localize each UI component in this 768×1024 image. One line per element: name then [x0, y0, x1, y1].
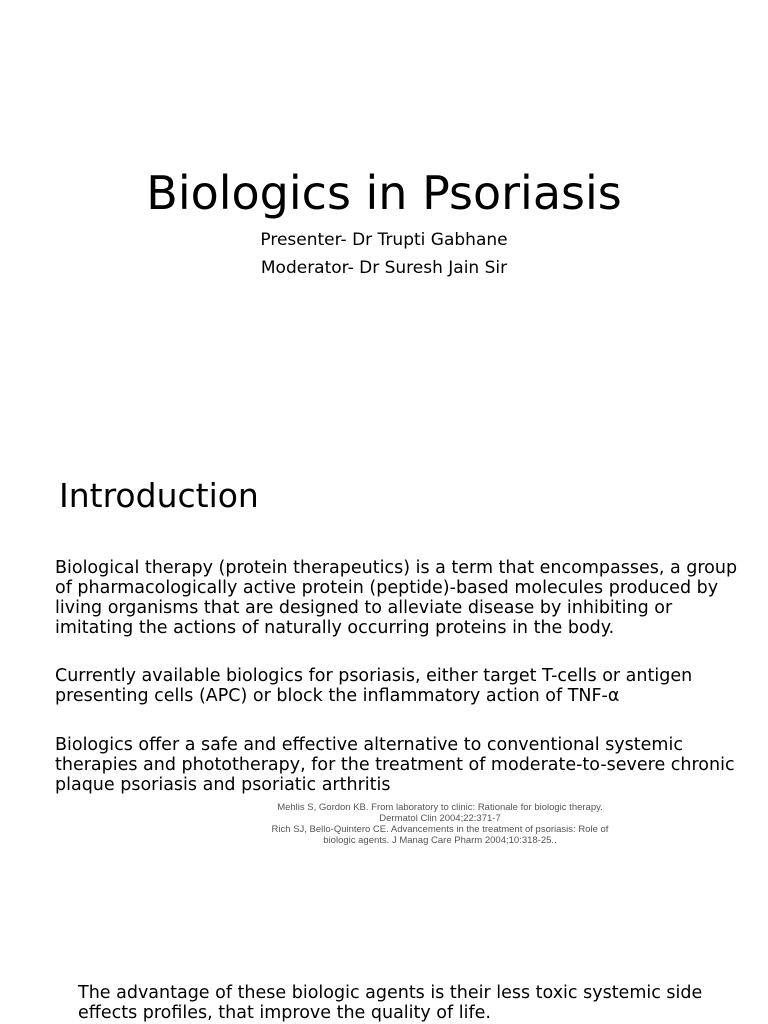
advantage-text: The advantage of these biologic agents is their less toxic systemic side effects profiles, that improve the quality of life.: [78, 983, 703, 1023]
presenter-name: Presenter- Dr Trupti Gabhane: [260, 230, 508, 250]
presentation-title: Biologics in Psoriasis: [146, 166, 622, 220]
advantage-slide: [0, 870, 768, 1024]
introduction-slide: [0, 440, 768, 870]
reference-line-2: Dermatol Clin 2004;22:371-7: [379, 813, 501, 824]
intro-paragraph-3: Biologics offer a safe and effective alternative to conventional systemic therapies and phototherapy, for the treatment of moderate-to-severe chronic plaque psoriasis and psoriatic arthritis: [55, 735, 735, 795]
reference-line-4: biologic agents. J Manag Care Pharm 2004;10:318-25..: [323, 835, 557, 846]
moderator-name: Moderator- Dr Suresh Jain Sir: [260, 258, 508, 278]
introduction-heading: Introduction: [59, 476, 259, 515]
title-slide: [0, 0, 768, 440]
reference-line-3: Rich SJ, Bello-Quintero CE. Advancements in the treatment of psoriasis: Role of: [271, 824, 609, 835]
reference-line-1: Mehlis S, Gordon KB. From laboratory to clinic: Rationale for biologic therapy.: [277, 802, 603, 813]
intro-paragraph-2: Currently available biologics for psoriasis, either target T-cells or antigen presenting cells (APC) or block the inflammatory action of TNF-α: [55, 666, 693, 706]
references: [250, 802, 630, 846]
intro-paragraph-1: Biological therapy (protein therapeutics) is a term that encompasses, a group of pharmacologically active protein (peptide)-based molecules produced by living organisms that are designed to alleviate disease by inhibiting or imitating the actions of naturally occurring proteins in the body.: [55, 558, 738, 638]
